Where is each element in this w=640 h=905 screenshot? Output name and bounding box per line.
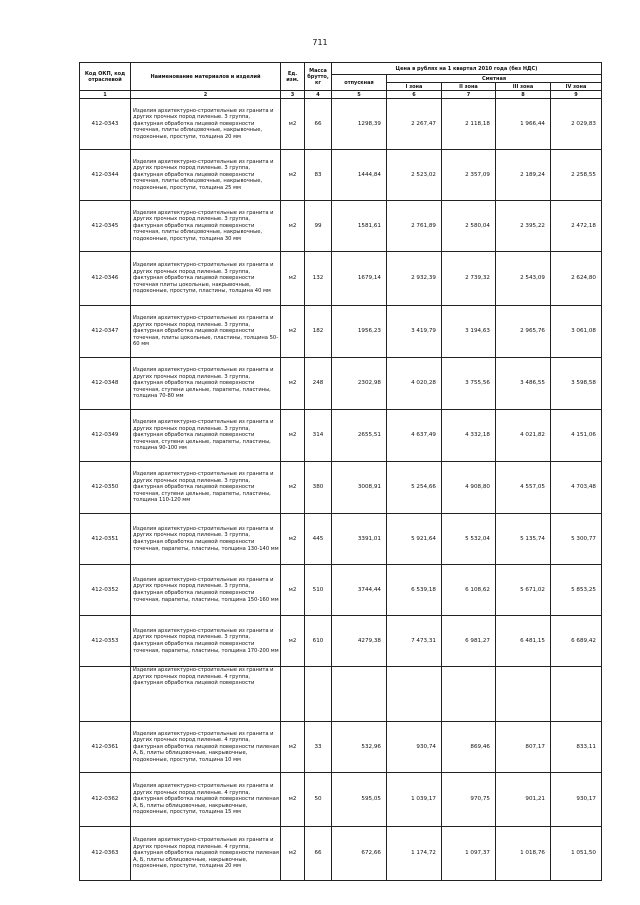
cell-name: Изделия архитектурно-строительные из гранита и других прочных пород пиленые. 4 группа, фактурная обработка лицевой поверхности пиленая А, Б, плиты облицовочные, накрывочные, подоконные, проступи, толщина 10 мм	[131, 722, 281, 773]
table-row	[80, 773, 602, 827]
cell-z2: 970,75	[442, 773, 496, 827]
header-release: отпускная	[332, 75, 387, 91]
cell-z1: 2 761,89	[387, 201, 442, 252]
cell-release: 595,05	[332, 773, 387, 827]
cell-code: 412-0343	[80, 99, 131, 150]
header-estimate: Сметная	[387, 75, 602, 83]
cell-unit: м2	[281, 201, 305, 252]
cell-mass: 33	[305, 722, 332, 773]
header-mass: Масса брутто, кг	[305, 63, 332, 91]
cell-unit: м2	[281, 99, 305, 150]
cell-z3: 2 395,22	[496, 201, 551, 252]
cell-z1: 2 267,47	[387, 99, 442, 150]
cell-release: 3008,91	[332, 462, 387, 514]
cell-z3: 1 018,76	[496, 827, 551, 881]
cell-code: 412-0363	[80, 827, 131, 881]
cell-z2: 5 532,04	[442, 514, 496, 565]
cell-code: 412-0352	[80, 565, 131, 616]
cell-z3: 1 966,44	[496, 99, 551, 150]
cell-mass: 314	[305, 410, 332, 462]
cell-z4: 3 598,58	[551, 358, 602, 410]
cell-release: 1581,61	[332, 201, 387, 252]
cell-release: 1444,84	[332, 150, 387, 201]
header-zone2: II зона	[442, 83, 496, 91]
cell-unit: м2	[281, 616, 305, 667]
cell-z4: 5 853,25	[551, 565, 602, 616]
cell-mass: 66	[305, 827, 332, 881]
cell-name: Изделия архитектурно-строительные из гранита и других прочных пород пиленые. 4 группа, фактурная обработка лицевой поверхности пиленая А, Б, плиты облицовочные, накрывочные, подоконные, проступи, толщина 20 мм	[131, 827, 281, 881]
cell-unit: м2	[281, 410, 305, 462]
price-table	[79, 62, 602, 881]
table-row	[80, 462, 602, 514]
cell-z1: 7 473,31	[387, 616, 442, 667]
cell-name: Изделия архитектурно-строительные из гранита и других прочных пород пиленые. 3 группа, фактурная обработка лицевой поверхности точечная, плиты облицовочные, накрывочные, подоконные, проступи, толщина 20 мм	[131, 99, 281, 150]
cell-name: Изделия архитектурно-строительные из гранита и других прочных пород пиленые. 3 группа, фактурная обработка лицевой поверхности точечная, парапеты, пластины, толщина 130-140 мм	[131, 514, 281, 565]
cell-release: 1956,23	[332, 306, 387, 358]
cell-unit: м2	[281, 722, 305, 773]
cell-release: 1298,39	[332, 99, 387, 150]
col-number: 4	[305, 91, 332, 99]
cell-z1: 1 039,17	[387, 773, 442, 827]
cell-name: Изделия архитектурно-строительные из гранита и других прочных пород пиленые. 3 группа, фактурная обработка лицевой поверхности точечная, ступени цельные, парапеты, пластины, толщина 70-80 мм	[131, 358, 281, 410]
cell-code: 412-0350	[80, 462, 131, 514]
table-row	[80, 667, 602, 722]
col-number: 6	[387, 91, 442, 99]
cell-code: 412-0362	[80, 773, 131, 827]
cell-z2: 3 194,63	[442, 306, 496, 358]
cell-z4: 5 300,77	[551, 514, 602, 565]
cell-name: Изделия архитектурно-строительные из гранита и других прочных пород пиленые. 4 группа, фактурная обработка лицевой поверхности пиленая А, Б, плиты облицовочные, накрывочные, подоконные, проступи, толщина 15 мм	[131, 773, 281, 827]
col-number: 8	[496, 91, 551, 99]
cell-z1	[387, 667, 442, 722]
cell-unit: м2	[281, 827, 305, 881]
cell-z2: 869,46	[442, 722, 496, 773]
cell-z3: 4 021,82	[496, 410, 551, 462]
page-number: 711	[312, 38, 328, 47]
cell-z2: 6 981,27	[442, 616, 496, 667]
cell-z4: 930,17	[551, 773, 602, 827]
table-row	[80, 410, 602, 462]
cell-mass: 248	[305, 358, 332, 410]
cell-z3	[496, 667, 551, 722]
col-number: 3	[281, 91, 305, 99]
col-number: 1	[80, 91, 131, 99]
cell-unit: м2	[281, 252, 305, 306]
cell-z2: 2 580,04	[442, 201, 496, 252]
cell-z2: 1 097,37	[442, 827, 496, 881]
column-number-row	[80, 91, 602, 99]
cell-z3: 5 135,74	[496, 514, 551, 565]
cell-release: 3744,44	[332, 565, 387, 616]
header-price-group: Цена в рублях на 1 квартал 2010 года (без НДС)	[332, 63, 602, 75]
table-row	[80, 827, 602, 881]
cell-name: Изделия архитектурно-строительные из гранита и других прочных пород пиленые. 3 группа, фактурная обработка лицевой поверхности точечная, плиты облицовочные, накрывочные, подоконные, проступи, толщина 25 мм	[131, 150, 281, 201]
cell-z4: 2 029,83	[551, 99, 602, 150]
col-number: 2	[131, 91, 281, 99]
cell-code: 412-0353	[80, 616, 131, 667]
table-row	[80, 252, 602, 306]
col-number: 7	[442, 91, 496, 99]
cell-z4: 4 151,06	[551, 410, 602, 462]
cell-name: Изделия архитектурно-строительные из гранита и других прочных пород пиленые. 3 группа, фактурная обработка лицевой поверхности точечная, ступени цельные, парапеты, пластины, толщина 110-120 мм	[131, 462, 281, 514]
cell-code: 412-0344	[80, 150, 131, 201]
cell-z2: 6 108,62	[442, 565, 496, 616]
cell-z4	[551, 667, 602, 722]
cell-z3: 2 189,24	[496, 150, 551, 201]
table-row	[80, 616, 602, 667]
cell-z1: 5 254,66	[387, 462, 442, 514]
cell-release: 2302,98	[332, 358, 387, 410]
cell-unit: м2	[281, 462, 305, 514]
cell-z3: 807,17	[496, 722, 551, 773]
cell-z1: 1 174,72	[387, 827, 442, 881]
header-unit: Ед. изм.	[281, 63, 305, 91]
table-row	[80, 150, 602, 201]
header-name: Наименование материалов и изделий	[131, 63, 281, 91]
header-zone3: III зона	[496, 83, 551, 91]
cell-release: 2655,51	[332, 410, 387, 462]
cell-z1: 3 419,79	[387, 306, 442, 358]
cell-release: 532,96	[332, 722, 387, 773]
cell-z1: 5 921,64	[387, 514, 442, 565]
cell-z3: 5 671,02	[496, 565, 551, 616]
cell-z4: 4 703,48	[551, 462, 602, 514]
cell-unit: м2	[281, 358, 305, 410]
cell-z4: 833,11	[551, 722, 602, 773]
table-row	[80, 99, 602, 150]
cell-code: 412-0351	[80, 514, 131, 565]
cell-release	[332, 667, 387, 722]
cell-z2: 2 357,09	[442, 150, 496, 201]
cell-mass: 132	[305, 252, 332, 306]
cell-mass: 445	[305, 514, 332, 565]
cell-name: Изделия архитектурно-строительные из гранита и других прочных пород пиленые. 3 группа, фактурная обработка лицевой поверхности точечная плиты цокольные, накрывочные, подоконные, проступи, пластины, толщина 40 мм	[131, 252, 281, 306]
cell-z4: 3 061,08	[551, 306, 602, 358]
cell-mass	[305, 667, 332, 722]
cell-unit: м2	[281, 773, 305, 827]
cell-z3: 2 965,76	[496, 306, 551, 358]
cell-z1: 4 020,28	[387, 358, 442, 410]
cell-code: 412-0347	[80, 306, 131, 358]
table-row	[80, 514, 602, 565]
cell-name: Изделия архитектурно-строительные из гранита и других прочных пород пиленые. 3 группа, фактурная обработка лицевой поверхности точечная, парапеты, пластины, толщина 150-160 мм	[131, 565, 281, 616]
cell-z4: 2 258,55	[551, 150, 602, 201]
cell-release: 3391,01	[332, 514, 387, 565]
table-row	[80, 201, 602, 252]
header-zone1: I зона	[387, 83, 442, 91]
cell-z1: 930,74	[387, 722, 442, 773]
cell-z3: 4 557,05	[496, 462, 551, 514]
cell-z3: 3 486,55	[496, 358, 551, 410]
header-code: Код ОКП, код отраслевой	[80, 63, 131, 91]
cell-code: 412-0346	[80, 252, 131, 306]
cell-release: 1679,14	[332, 252, 387, 306]
cell-unit: м2	[281, 514, 305, 565]
cell-mass: 50	[305, 773, 332, 827]
cell-unit: м2	[281, 565, 305, 616]
cell-code: 412-0349	[80, 410, 131, 462]
cell-code: 412-0348	[80, 358, 131, 410]
cell-unit: м2	[281, 150, 305, 201]
cell-unit	[281, 667, 305, 722]
cell-name: Изделия архитектурно-строительные из гранита и других прочных пород пиленые. 3 группа, фактурная обработка лицевой поверхности точечная, ступени цельные, парапеты, пластины, толщина 90-100 мм	[131, 410, 281, 462]
cell-name: Изделия архитектурно-строительные из гранита и других прочных пород пиленые. 3 группа, фактурная обработка лицевой поверхности точечная, плиты цокольные, пластины, толщина 50-60 мм	[131, 306, 281, 358]
cell-unit: м2	[281, 306, 305, 358]
cell-mass: 380	[305, 462, 332, 514]
cell-z3: 2 543,09	[496, 252, 551, 306]
col-number: 9	[551, 91, 602, 99]
cell-release: 4279,38	[332, 616, 387, 667]
cell-mass: 182	[305, 306, 332, 358]
cell-z2: 3 755,56	[442, 358, 496, 410]
cell-z1: 2 523,02	[387, 150, 442, 201]
cell-z1: 6 539,18	[387, 565, 442, 616]
cell-z2: 2 739,32	[442, 252, 496, 306]
cell-release: 672,66	[332, 827, 387, 881]
cell-mass: 610	[305, 616, 332, 667]
cell-z4: 2 472,18	[551, 201, 602, 252]
cell-z3: 6 481,15	[496, 616, 551, 667]
cell-z4: 1 051,50	[551, 827, 602, 881]
cell-z2	[442, 667, 496, 722]
table-row	[80, 306, 602, 358]
cell-z4: 2 624,80	[551, 252, 602, 306]
cell-z1: 2 932,39	[387, 252, 442, 306]
cell-code: 412-0345	[80, 201, 131, 252]
cell-z2: 2 118,18	[442, 99, 496, 150]
cell-name: Изделия архитектурно-строительные из гранита и других прочных пород пиленые. 4 группа, фактурная обработка лицевой поверхности	[131, 667, 281, 722]
cell-name: Изделия архитектурно-строительные из гранита и других прочных пород пиленые. 3 группа, фактурная обработка лицевой поверхности точечная, плиты облицовочные, накрывочные, подоконные, проступи, толщина 30 мм	[131, 201, 281, 252]
cell-code: 412-0361	[80, 722, 131, 773]
cell-mass: 510	[305, 565, 332, 616]
cell-z1: 4 637,49	[387, 410, 442, 462]
col-number: 5	[332, 91, 387, 99]
table-row	[80, 722, 602, 773]
header-zone4: IV зона	[551, 83, 602, 91]
cell-name: Изделия архитектурно-строительные из гранита и других прочных пород пиленые. 3 группа, фактурная обработка лицевой поверхности точечная, парапеты, пластины, толщина 170-200 мм	[131, 616, 281, 667]
table-row	[80, 565, 602, 616]
cell-mass: 99	[305, 201, 332, 252]
table-row	[80, 358, 602, 410]
cell-z2: 4 332,18	[442, 410, 496, 462]
cell-code	[80, 667, 131, 722]
cell-mass: 66	[305, 99, 332, 150]
cell-z4: 6 689,42	[551, 616, 602, 667]
cell-z2: 4 908,80	[442, 462, 496, 514]
cell-mass: 83	[305, 150, 332, 201]
cell-z3: 901,21	[496, 773, 551, 827]
